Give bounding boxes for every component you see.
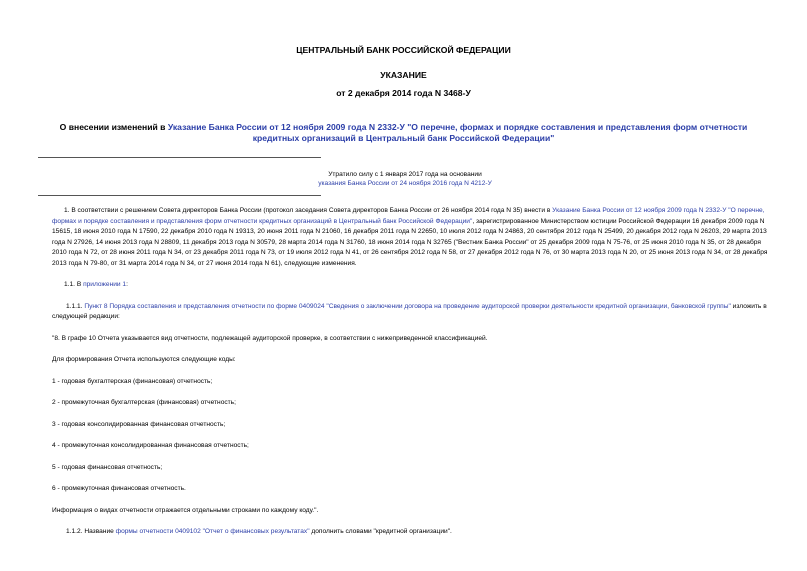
lapsed-link[interactable]: указания Банка России от 24 ноября 2016 года N 4212-У xyxy=(318,180,492,187)
code-item: 4 - промежуточная консолидированная финансовая отчетность; xyxy=(52,442,249,449)
divider xyxy=(38,195,321,196)
quote-end: Информация о видах отчетности отражается отдельными строками по каждому коду.". xyxy=(52,506,319,514)
lapsed-text: Утратило силу с 1 января 2017 года на основании xyxy=(328,171,482,178)
title-prefix: О внесении изменений в xyxy=(59,122,168,132)
p1-text: 1. В соответствии с решением Совета директоров Банка России (протокол заседания Совета директоров Банка России от 26 ноября 2014 года N 35) внести в xyxy=(64,207,553,214)
p1-link[interactable]: Указание Банка России от 12 ноября 2009 года N 2332-У "О перечне, формах и порядке составления и представления форм отчетности кредитных организаций в Центральный банк Российской Федерации" xyxy=(52,207,765,225)
code-item: 5 - годовая финансовая отчетность; xyxy=(52,463,163,471)
document-body xyxy=(52,206,774,538)
p111-text: 1.1.1. xyxy=(66,302,85,310)
code-item: 6 - промежуточная финансовая отчетность. xyxy=(52,485,186,492)
p112-text-end: дополнить словами "кредитной организации". xyxy=(309,528,452,535)
p11-text-end: : xyxy=(126,281,128,288)
paragraph-1 xyxy=(52,206,774,269)
code-item: 1 - годовая бухгалтерская (финансовая) отчетность; xyxy=(52,377,213,385)
p112-text: 1.1.2. Название xyxy=(66,528,116,535)
code-item: 3 - годовая консолидированная финансовая отчетность; xyxy=(52,420,226,428)
quote-paragraph-8: "8. В графе 10 Отчета указывается вид отчетности, подлежащей аудиторской проверке, в соответствии с нижеприведенной классификацией. xyxy=(52,334,488,342)
p1-text-end: , зарегистрированное Министерством юстиции Российской Федерации 16 декабря 2009 года N 15615, 18 июня 2010 года N 17590, 22 декабря 2010 года N 19313, 20 июня 2011 года N 21060, 16 декабря 2011 года N 22650, 10 июля 2012 года N 24863, 20 сентября 2012 года N 25499, 20 декабря 2012 года N 26203, 29 марта 2013 года N 27926, 14 июня 2013 года N 28809, 11 декабря 2013 года N 30579, 28 марта 2014 года N 31760, 18 июня 2014 года N 32765 ("Вестник Банка России" от 25 декабря 2009 года N 75-76, от 25 июня 2010 года N 35, от 28 декабря 2010 года N 72, от 28 июня 2011 года N 34, от 23 декабря 2011 года N 73, от 19 июля 2012 года N 41, от 26 сентября 2012 года N 58, от 27 декабря 2012 года N 76, от 30 марта 2013 года N 20, от 25 июня 2013 года N 34, от 28 декабря 2013 года N 79-80, от 31 марта 2014 года N 34, от 27 июня 2014 года N 61), следующие изменения. xyxy=(52,217,768,267)
paragraph-1-1 xyxy=(52,280,774,291)
p11-link[interactable]: приложении 1 xyxy=(83,281,127,288)
document-title xyxy=(40,122,767,144)
divider xyxy=(38,157,321,158)
paragraph-1-1-1 xyxy=(52,302,774,323)
quote-intro: Для формирования Отчета используются следующие коды: xyxy=(52,356,236,363)
lapsed-note xyxy=(250,170,560,188)
code-item: 2 - промежуточная бухгалтерская (финансовая) отчетность; xyxy=(52,399,236,406)
title-link[interactable]: Указание Банка России от 12 ноября 2009 года N 2332-У "О перечне, формах и порядке составления и представления форм отчетности кредитных организаций в Центральный банк Российской Федерации" xyxy=(167,122,748,143)
doc-date-number: от 2 декабря 2014 года N 3468-У xyxy=(336,88,471,98)
p111-link[interactable]: Пункт 8 Порядка составления и представления отчетности по форме 0409024 "Сведения о заключении договора на проведение аудиторской проверки деятельности кредитной организации, банковской группы" xyxy=(84,302,731,310)
paragraph-1-1-2 xyxy=(52,527,774,538)
p112-link[interactable]: формы отчетности 0409102 "Отчет о финансовых результатах" xyxy=(115,528,310,535)
p111-text-end: изложить в следующей редакции: xyxy=(52,302,767,320)
p11-text: 1.1. В xyxy=(64,281,84,288)
org-name: ЦЕНТРАЛЬНЫЙ БАНК РОССИЙСКОЙ ФЕДЕРАЦИИ xyxy=(296,45,511,55)
doc-type: УКАЗАНИЕ xyxy=(380,70,427,80)
